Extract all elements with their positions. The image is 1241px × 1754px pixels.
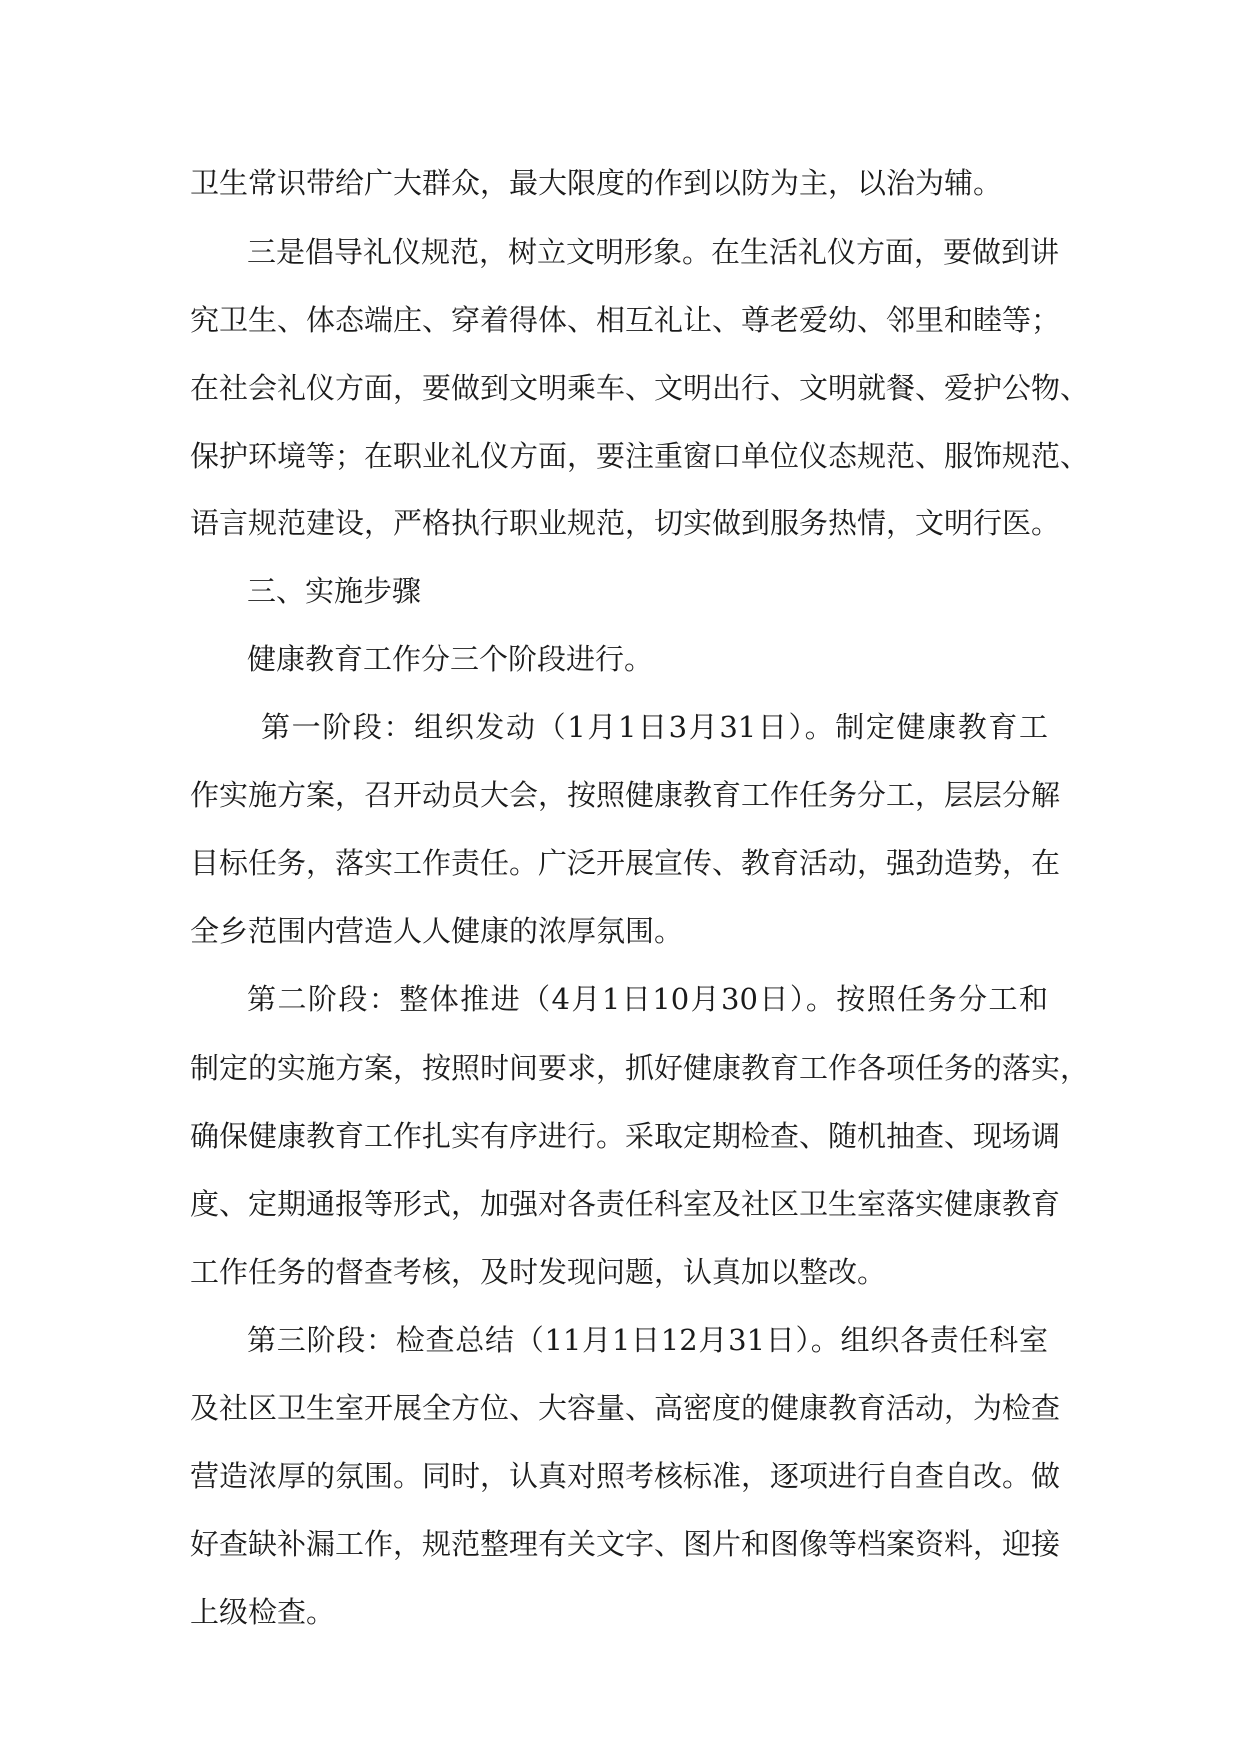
paragraph-line: 及社区卫生室开展全方位、大容量、高密度的健康教育活动，为检查 xyxy=(190,1391,1061,1425)
paragraph-line: 营造浓厚的氛围。同时，认真对照考核标准，逐项进行自查自改。做 xyxy=(190,1459,1061,1493)
paragraph-line: 度、定期通报等形式，加强对各责任科室及社区卫生室落实健康教育 xyxy=(190,1187,1061,1221)
paragraph-line: 工作任务的督查考核，及时发现问题，认真加以整改。 xyxy=(190,1255,887,1289)
paragraph-line: 好查缺补漏工作，规范整理有关文字、图片和图像等档案资料，迎接 xyxy=(190,1527,1061,1561)
paragraph-line: 三是倡导礼仪规范，树立文明形象。在生活礼仪方面，要做到讲 xyxy=(247,235,1060,269)
paragraph-line: 全乡范围内营造人人健康的浓厚氛围。 xyxy=(190,914,684,948)
paragraph-line: 健康教育工作分三个阶段进行。 xyxy=(247,642,654,676)
paragraph-line: 制定的实施方案，按照时间要求，抓好健康教育工作各项任务的落实， xyxy=(190,1051,1090,1085)
paragraph-line: 确保健康教育工作扎实有序进行。采取定期检查、随机抽查、现场调 xyxy=(190,1119,1061,1153)
paragraph-line: 在社会礼仪方面，要做到文明乘车、文明出行、文明就餐、爱护公物、 xyxy=(190,371,1090,405)
paragraph-line: 保护环境等；在职业礼仪方面，要注重窗口单位仪态规范、服饰规范、 xyxy=(190,439,1090,473)
section-heading: 三、实施步骤 xyxy=(247,574,422,608)
paragraph-line: 卫生常识带给广大群众，最大限度的作到以防为主，以治为辅。 xyxy=(190,166,1003,200)
paragraph-line: 第二阶段：整体推进（4月1日10月30日）。按照任务分工和 xyxy=(247,982,1048,1016)
paragraph-line: 目标任务，落实工作责任。广泛开展宣传、教育活动，强劲造势，在 xyxy=(190,846,1061,880)
paragraph-line: 语言规范建设，严格执行职业规范，切实做到服务热情，文明行医。 xyxy=(190,506,1061,540)
paragraph-line: 作实施方案，召开动员大会，按照健康教育工作任务分工，层层分解 xyxy=(190,778,1061,812)
paragraph-line: 第三阶段：检查总结（11月1日12月31日）。组织各责任科室 xyxy=(247,1323,1048,1357)
paragraph-line: 上级检查。 xyxy=(190,1595,336,1629)
paragraph-line: 究卫生、体态端庄、穿着得体、相互礼让、尊老爱幼、邻里和睦等； xyxy=(190,303,1061,337)
paragraph-line: 第一阶段：组织发动（1月1日3月31日）。制定健康教育工 xyxy=(261,710,1048,744)
